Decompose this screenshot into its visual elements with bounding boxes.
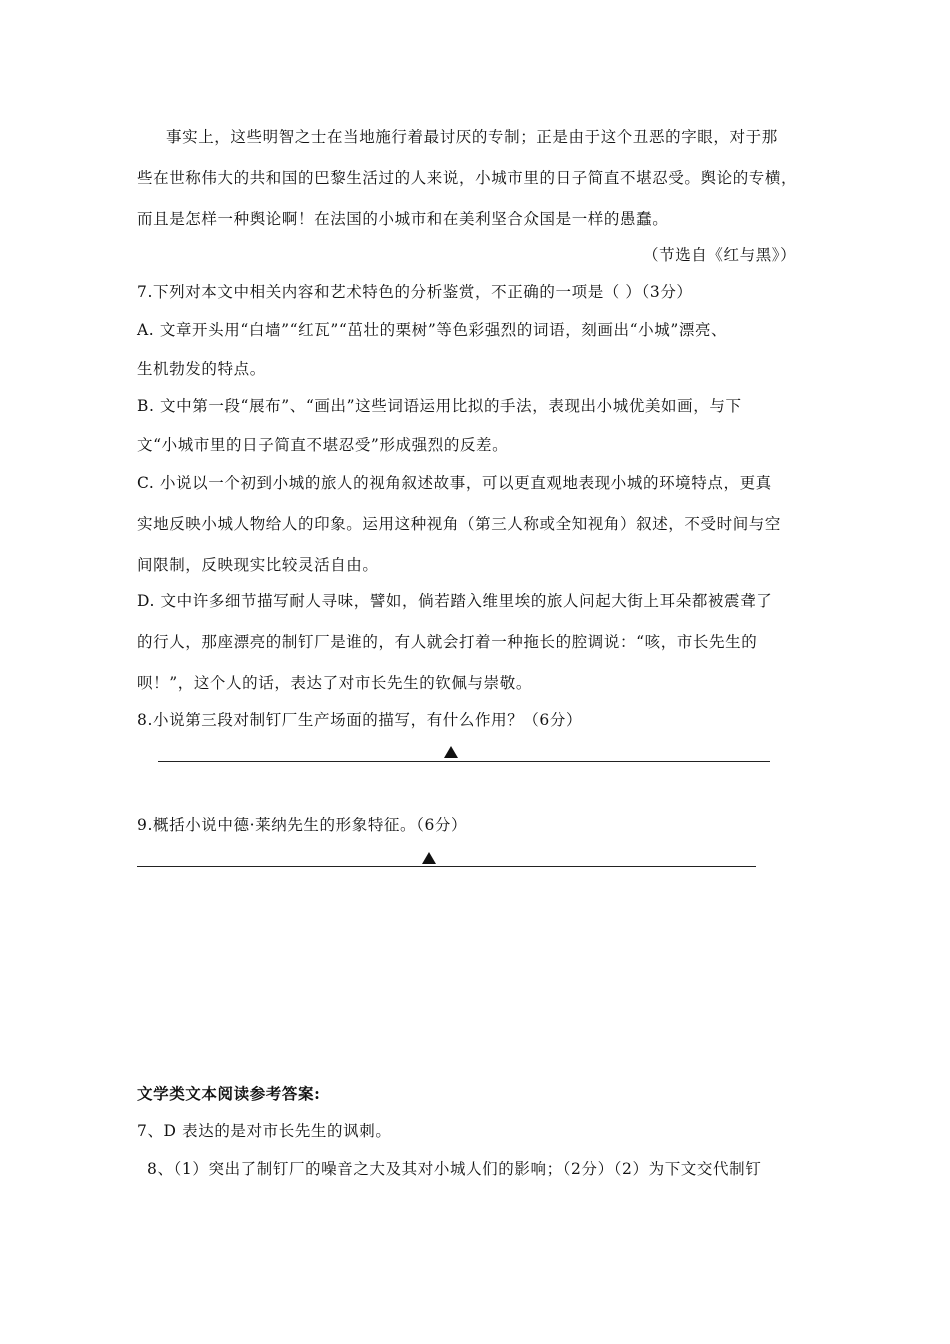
answer-7: 7、D 表达的是对市长先生的讽刺。 [137,1122,392,1140]
answer-line-q9[interactable] [137,866,756,867]
option-d-line-1: D. 文中许多细节描写耐人寻味，譬如，倘若踏入维里埃的旅人问起大街上耳朵都被震聋了 [137,592,773,610]
answer-marker-icon [422,852,436,864]
question-8-stem: 8.小说第三段对制钉厂生产场面的描写，有什么作用？（6分） [137,711,583,729]
option-a-line-2: 生机勃发的特点。 [137,360,266,378]
option-d-line-3: 呗！”，这个人的话，表达了对市长先生的钦佩与崇敬。 [137,674,532,692]
option-c-line-3: 间限制，反映现实比较灵活自由。 [137,556,379,574]
question-9-stem: 9.概括小说中德·莱纳先生的形象特征。（6分） [137,816,468,834]
answer-8: 8、（1）突出了制钉厂的噪音之大及其对小城人们的影响；（2分）（2）为下文交代制钉 [147,1160,762,1178]
answer-line-q8[interactable] [158,761,770,762]
option-b-line-1: B. 文中第一段“展布”、“画出”这些词语运用比拟的手法，表现出小城优美如画，与下 [137,397,742,415]
passage-line-2: 些在世称伟大的共和国的巴黎生活过的人来说，小城市里的日子简直不堪忍受。舆论的专横， [137,169,798,187]
question-7-stem: 7.下列对本文中相关内容和艺术特色的分析鉴赏，不正确的一项是（ ）（3分） [137,283,693,301]
passage-line-3: 而且是怎样一种舆论啊！在法国的小城市和在美利坚合众国是一样的愚蠢。 [137,210,669,228]
passage-line-1: 事实上，这些明智之士在当地施行着最讨厌的专制；正是由于这个丑恶的字眼，对于那 [166,128,778,146]
option-c-line-2: 实地反映小城人物给人的印象。运用这种视角（第三人称或全知视角）叙述，不受时间与空 [137,515,782,533]
option-c-line-1: C. 小说以一个初到小城的旅人的视角叙述故事，可以更直观地表现小城的环境特点，更真 [137,474,772,492]
answer-key-heading: 文学类文本阅读参考答案: [137,1084,321,1103]
option-d-line-2: 的行人，那座漂亮的制钉厂是谁的，有人就会打着一种拖长的腔调说：“咳，市长先生的 [137,633,758,651]
option-a-line-1: A. 文章开头用“白墙”“红瓦”“茁壮的栗树”等色彩强烈的词语，刻画出“小城”漂亮、 [137,321,728,339]
answer-marker-icon [444,746,458,758]
option-b-line-2: 文“小城市里的日子简直不堪忍受”形成强烈的反差。 [137,436,509,454]
source-citation: （节选自《红与黑》） [643,246,797,264]
